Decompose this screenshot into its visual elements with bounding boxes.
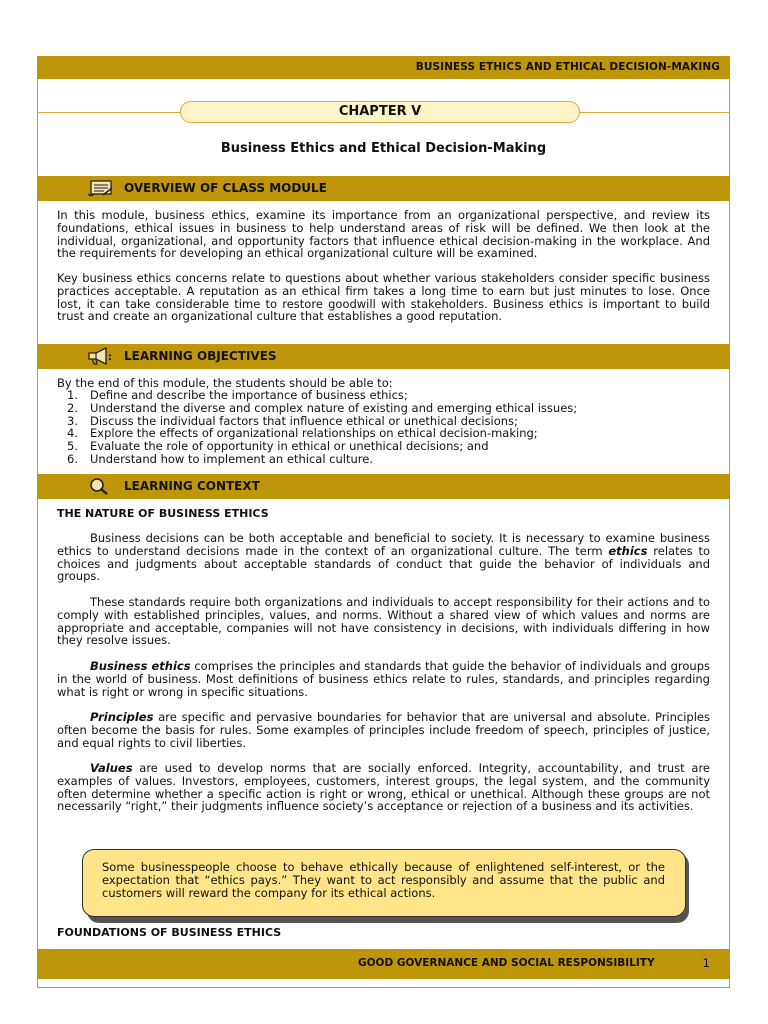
section-overview — [37, 176, 730, 201]
callout-box: Some businesspeople choose to behave ethically because of enlightened self-interest, or the expectation that “ethics pays.” They want to act responsibly and assume that the public and customers will reward the company for its ethical actions. — [82, 849, 686, 917]
list-item: 2. Understand the diverse and complex nature of existing and emerging ethical issues; — [67, 400, 578, 415]
pill-divider-left — [37, 112, 180, 113]
context-paragraph-2: These standards require both organizations and individuals to accept responsibility for their actions and to comply with established principles, values, and norms. Without a shared view of which values and norms are appropriate and acceptable, companies will not have consistency in decisions, with individuals differing in how they resolve issues. — [57, 595, 710, 648]
list-item: 5. Evaluate the role of opportunity in ethical or unethical decisions; and — [67, 439, 489, 454]
term-business-ethics: Business ethics — [90, 659, 191, 673]
section-heading: LEARNING CONTEXT — [124, 479, 260, 493]
context-paragraph-5: Values are used to develop norms that are socially enforced. Integrity, accountability, and trust are examples of values. Investors, employees, customers, interest groups, the legal system, and the community often determine whether a specific action is right or wrong, ethical or unethical. Although these groups are not necessarily “right,” their judgments influence society’s acceptance or rejection of a business and its activities. — [57, 761, 710, 814]
scroll-icon — [85, 178, 115, 198]
chapter-label: CHAPTER V — [180, 101, 580, 123]
section-heading: OVERVIEW OF CLASS MODULE — [124, 181, 327, 195]
running-title: BUSINESS ETHICS AND ETHICAL DECISION-MAKING — [415, 61, 720, 73]
section-context — [37, 474, 730, 499]
context-paragraph-4: Principles are specific and pervasive boundaries for behavior that are universal and absolute. Principles often become the basis for rules. Some examples of principles include freedom of speech, principles of justice, and equal rights to civil liberties. — [57, 710, 710, 750]
context-paragraph-3: Business ethics comprises the principles and standards that guide the behavior of individuals and groups in the world of business. Most definitions of business ethics relate to rules, standards, and principles regarding what is right or wrong in specific situations. — [57, 659, 710, 699]
megaphone-icon — [85, 346, 115, 366]
page-number: 1 — [702, 956, 710, 970]
page-footer — [37, 949, 730, 979]
magnifier-icon — [85, 476, 115, 496]
context-paragraph-1: Business decisions can be both acceptable and beneficial to society. It is necessary to examine business ethics to understand decisions made in the context of an organizational culture. The term ethics relates to choices and judgments about acceptable standards of conduct that guide the behavior of individuals and groups. — [57, 531, 710, 584]
term-ethics: ethics — [608, 543, 648, 558]
term-values: Values — [90, 761, 133, 775]
list-item: 1. Define and describe the importance of business ethics; — [67, 388, 408, 402]
subheading-nature: THE NATURE OF BUSINESS ETHICS — [57, 507, 269, 520]
running-header — [37, 56, 730, 79]
overview-paragraph-2: Key business ethics concerns relate to questions about whether various stakeholders consider specific business practices acceptable. A reputation as an ethical firm takes a long time to earn but just minutes to lose. Once lost, it can take considerable time to restore goodwill with stakeholders. Business ethics is important to build trust and create an organizational culture that establishes a good reputation. — [57, 271, 710, 324]
section-objectives — [37, 344, 730, 369]
list-item: 4. Explore the effects of organizational relationships on ethical decision-making; — [67, 426, 538, 441]
term-principles: Principles — [90, 710, 154, 724]
svg-text::: : — [108, 352, 112, 363]
objectives-list — [57, 389, 710, 466]
footer-title: GOOD GOVERNANCE AND SOCIAL RESPONSIBILITY — [358, 957, 655, 969]
objectives-intro: By the end of this module, the students should be able to: — [57, 376, 393, 390]
list-item: 6. Understand how to implement an ethical culture. — [67, 451, 373, 466]
list-item: 3. Discuss the individual factors that influence ethical or unethical decisions; — [67, 413, 518, 428]
chapter-title: Business Ethics and Ethical Decision-Making — [220, 141, 547, 156]
subheading-foundations: FOUNDATIONS OF BUSINESS ETHICS — [57, 926, 282, 939]
pill-divider-right — [580, 112, 730, 113]
section-heading: LEARNING OBJECTIVES — [124, 349, 277, 363]
overview-paragraph-1: In this module, business ethics, examine its importance from an organizational perspective, and review its foundations, ethical issues in business to help understand areas of risk will be defined. We then look at the individual, organizational, and opportunity factors that influence ethical decision-making in the workplace. And the requirements for developing an ethical organizational culture will be examined. — [57, 208, 710, 261]
